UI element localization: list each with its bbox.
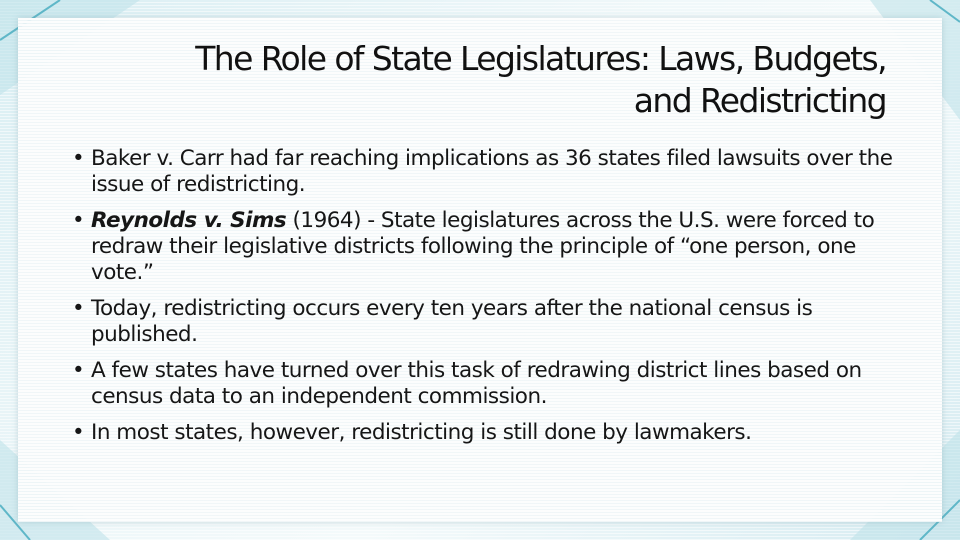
case-name: Reynolds v. Sims — [91, 208, 287, 233]
bullet-glyph: • — [72, 358, 85, 383]
bullet-item — [72, 146, 902, 198]
bullet-text: Baker v. Carr had far reaching implications as 36 states filed lawsuits over the issue of redistricting. — [91, 146, 893, 197]
bullet-item — [72, 420, 902, 446]
bullet-glyph: • — [72, 296, 85, 321]
bullet-text: In most states, however, redistricting is still done by lawmakers. — [91, 420, 752, 445]
bullet-glyph: • — [72, 146, 85, 171]
bullet-text: (1964) - State legislatures across the U.S. were forced to redraw their legislative districts following the principle of “one person, one vote.” — [91, 208, 875, 285]
bullet-item — [72, 358, 902, 410]
bullet-glyph: • — [72, 208, 85, 233]
bullet-item — [72, 296, 902, 348]
bullet-item — [72, 208, 902, 286]
title-line-1: The Role of State Legislatures: Laws, Budgets, — [195, 39, 886, 78]
bullet-text: A few states have turned over this task of redrawing district lines based on census data to an independent commission. — [91, 358, 862, 409]
title-line-2: and Redistricting — [633, 81, 886, 120]
bullet-list — [72, 146, 902, 456]
bullet-glyph: • — [72, 420, 85, 445]
slide-title — [66, 38, 886, 122]
bullet-text: Today, redistricting occurs every ten years after the national census is published. — [91, 296, 813, 347]
